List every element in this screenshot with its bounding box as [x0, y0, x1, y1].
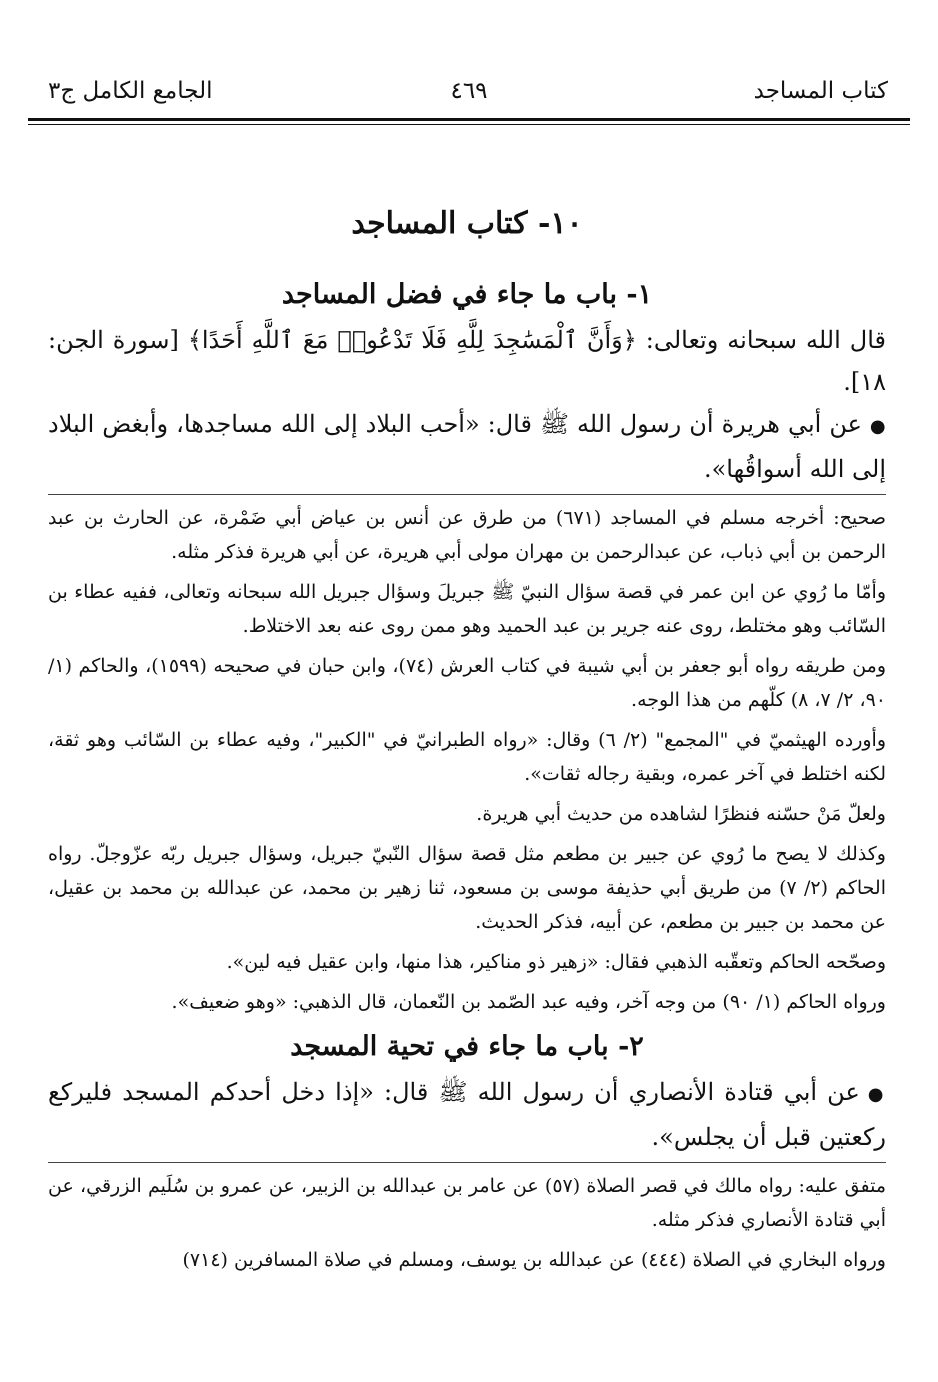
- hadith-2-text: عن أبي قتادة الأنصاري أن رسول الله ﷺ قال: «إذا دخل أحدكم المسجد فليركع ركعتين قبل أن يجلس».: [48, 1078, 886, 1151]
- commentary-paragraph: متفق عليه: رواه مالك في قصر الصلاة (٥٧) عن عامر بن عبدالله بن الزبير، عن عمرو بن سُلَيم الزرقي، عن أبي قتادة الأنصاري فذكر مثله.: [48, 1175, 886, 1231]
- bullet-icon: ●: [869, 416, 886, 437]
- commentary-paragraph: ورواه الحاكم (١/ ٩٠) من وجه آخر، وفيه عبد الصّمد بن النّعمان، قال الذهبي: «وهو ضعيف».: [171, 991, 886, 1013]
- bullet-icon: ●: [867, 1084, 886, 1105]
- page-number: ٤٦٩: [450, 78, 488, 104]
- chapter-title: ١٠- كتاب المساجد: [351, 206, 583, 241]
- section-1-title: ١- باب ما جاء في فضل المساجد: [281, 279, 653, 310]
- commentary-paragraph: ومن طريقه رواه أبو جعفر بن أبي شيبة في كتاب العرش (٧٤)، وابن حبان في صحيحه (١٥٩٩)، والحاكم (١/ ٩٠، ٢/ ٧، ٨) كلّهم من هذا الوجه.: [48, 655, 887, 711]
- section-divider: [48, 1162, 886, 1163]
- hadith-2: [48, 1071, 886, 1158]
- commentary-paragraph: ولعلّ مَنْ حسّنه فنظرًا لشاهده من حديث أبي هريرة.: [476, 803, 886, 825]
- header-rule-thin: [28, 124, 910, 125]
- commentary-paragraph: وأورده الهيثميّ في "المجمع" (٢/ ٦) وقال: «رواه الطبرانيّ في "الكبير"، وفيه عطاء بن السّائب وهو ثقة، لكنه اختلط في آخر عمره، وبقية رجاله ثقات».: [48, 729, 887, 785]
- running-header: [28, 70, 910, 114]
- page-body: [48, 195, 886, 1277]
- commentary-paragraph: صحيح: أخرجه مسلم في المساجد (٦٧١) من طرق عن أنس بن عياض أبي ضَمْرة، عن الحارث بن عبد الرحمن بن أبي ذباب، عن عبدالرحمن بن مهران مولى أبي هريرة، عن أبي هريرة فذكر مثله.: [48, 507, 886, 563]
- section-divider: [48, 494, 886, 495]
- header-book-chapter: كتاب المساجد: [753, 78, 888, 104]
- quran-verse: قال الله سبحانه وتعالى: ﴿وَأَنَّ ٱلْمَسَٰجِدَ لِلَّهِ فَلَا تَدْعُوا۟ مَعَ ٱللَّهِ أَحَدًا﴾ [سورة الجن: ١٨].: [48, 326, 886, 396]
- commentary-paragraph: وأمّا ما رُوي عن ابن عمر في قصة سؤال النبيّ ﷺ جبريلَ وسؤال جبريل الله سبحانه وتعالى، ففيه عطاء بن السّائب وهو مختلط، روى عنه جرير بن عبد الحميد وهو ممن روى عنه بعد الاختلاط.: [48, 581, 886, 637]
- commentary-paragraph: ورواه البخاري في الصلاة (٤٤٤) عن عبدالله بن يوسف، ومسلم في صلاة المسافرين (٧١٤): [182, 1249, 886, 1271]
- commentary-paragraph: وصحّحه الحاكم وتعقّبه الذهبي فقال: «زهير ذو مناكير، هذا منها، وابن عقيل فيه لين».: [226, 951, 886, 973]
- section-2-title: ٢- باب ما جاء في تحية المسجد: [290, 1031, 644, 1062]
- hadith-1: [48, 403, 886, 490]
- header-rule-thick: [28, 118, 910, 121]
- commentary-paragraph: وكذلك لا يصح ما رُوي عن جبير بن مطعم مثل قصة سؤال النّبيّ جبريل، وسؤال جبريل ربّه عزّوجلّ. رواه الحاكم (٢/ ٧) من طريق أبي حذيفة موسى بن مسعود، ثنا زهير بن محمد، عن عبدالله بن محمد بن عقيل، عن محمد بن جبير بن مطعم، عن أبيه، فذكر الحديث.: [48, 843, 886, 933]
- header-book-title: الجامع الكامل ج٣: [48, 78, 213, 104]
- hadith-1-text: عن أبي هريرة أن رسول الله ﷺ قال: «أحب البلاد إلى الله مساجدها، وأبغض البلاد إلى الله أسواقُها».: [48, 410, 886, 483]
